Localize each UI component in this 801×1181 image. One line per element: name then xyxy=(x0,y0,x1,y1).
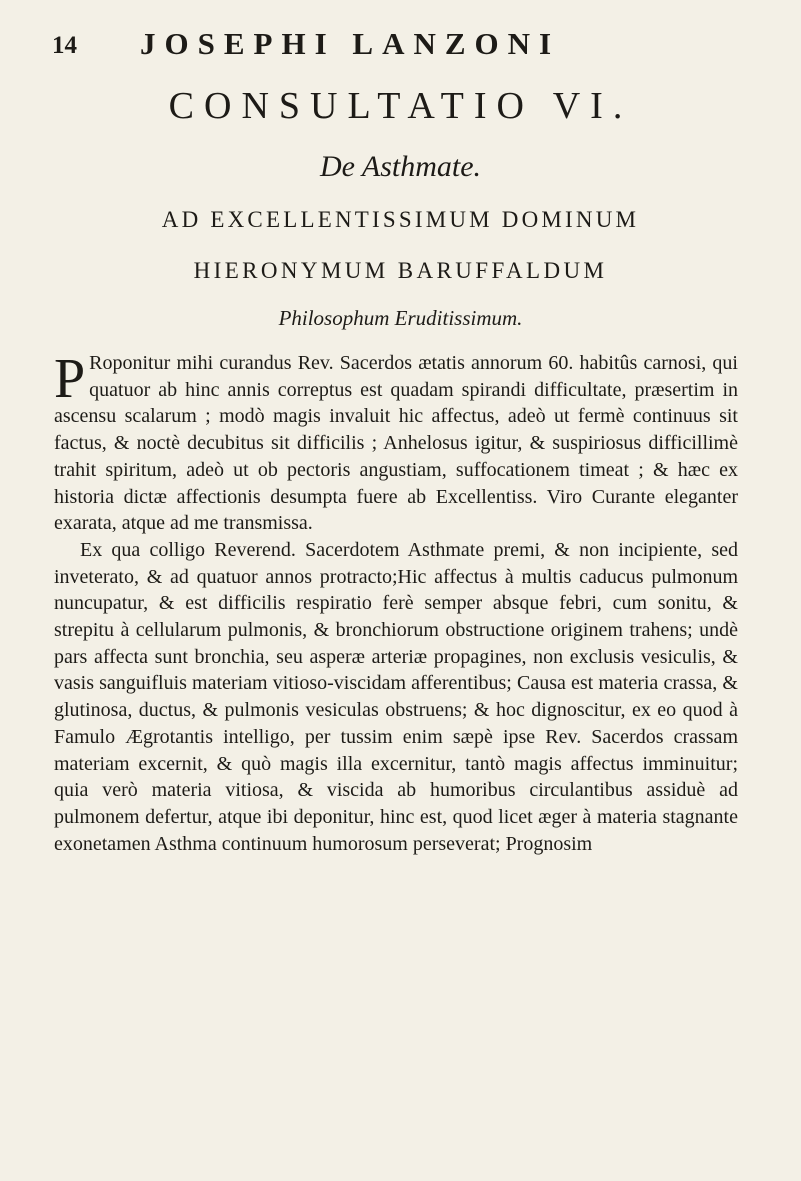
running-head xyxy=(52,26,742,66)
running-head-author: JOSEPHI LANZONI xyxy=(140,26,561,61)
paragraph-1-text: Roponitur mihi curandus Rev. Sacerdos ætatis annorum 60. habitûs carnosi, qui quatuor ab hinc annis correptus est quadam spirandi difficultate, præsertim in ascensu scalarum ; modò magis invaluit hic affectus, adeò ut fermè continuus sit factus, & noctè decubitus sit difficilis ; Anhelosus igitur, & suspiriosus difficillimè trahit spiritum, adeò ut ob pectoris angustiam, suffocationem timeat ; & hæc ex historia dictæ affectionis desumpta fuere ab Excellentiss. Viro Curante eleganter exarata, atque ad me transmissa. xyxy=(54,352,738,535)
paragraph-1 xyxy=(54,350,738,537)
page-number: 14 xyxy=(52,32,77,59)
chapter-title: CONSULTATIO VI. xyxy=(168,85,633,127)
paragraph-2: Ex qua colligo Reverend. Sacerdotem Asthmate premi, & non incipiente, sed inveterato, & ad quatuor annos protracto;Hic affectus à multis caducus pulmonum nuncupatur, & est difficilis respiratio ferè semper absque febri, cum sonitu, & strepitu à cellularum pulmonis, & bronchiorum obstructione originem trahens; undè pars affecta sunt bronchia, seu asperæ arteriæ propagines, non exclusis vesiculis, & vasis sanguifluis materiam vitioso-viscidam afferentibus; Causa est materia crassa, & glutinosa, ductus, & pulmonis vesiculas obstruens; & hoc dignoscitur, ex eo quod à Famulo Ægrotantis intelligo, per tussim enim sæpè ipse Rev. Sacerdos crassam materiam excernit, & quò magis illa excernitur, tantò magis affectus imminuitur; quia verò materia vitiosa, & viscida ab humoribus circulantibus assiduè ad pulmonem defertur, atque ibi deponitur, hinc est, quod licet æger à materia stagnante exonetamen Asthma continuum humorosum perseverat; Prognosim xyxy=(54,538,738,855)
body-text xyxy=(54,350,738,857)
dedication-line-2: HIERONYMUM BARUFFALDUM xyxy=(193,258,608,283)
dedication-line-1: AD EXCELLENTISSIMUM DOMINUM xyxy=(161,207,640,232)
drop-cap: P xyxy=(54,348,86,410)
chapter-subtitle: De Asthmate. xyxy=(319,150,482,183)
dedication-line-3: Philosophum Eruditissimum. xyxy=(278,306,523,330)
